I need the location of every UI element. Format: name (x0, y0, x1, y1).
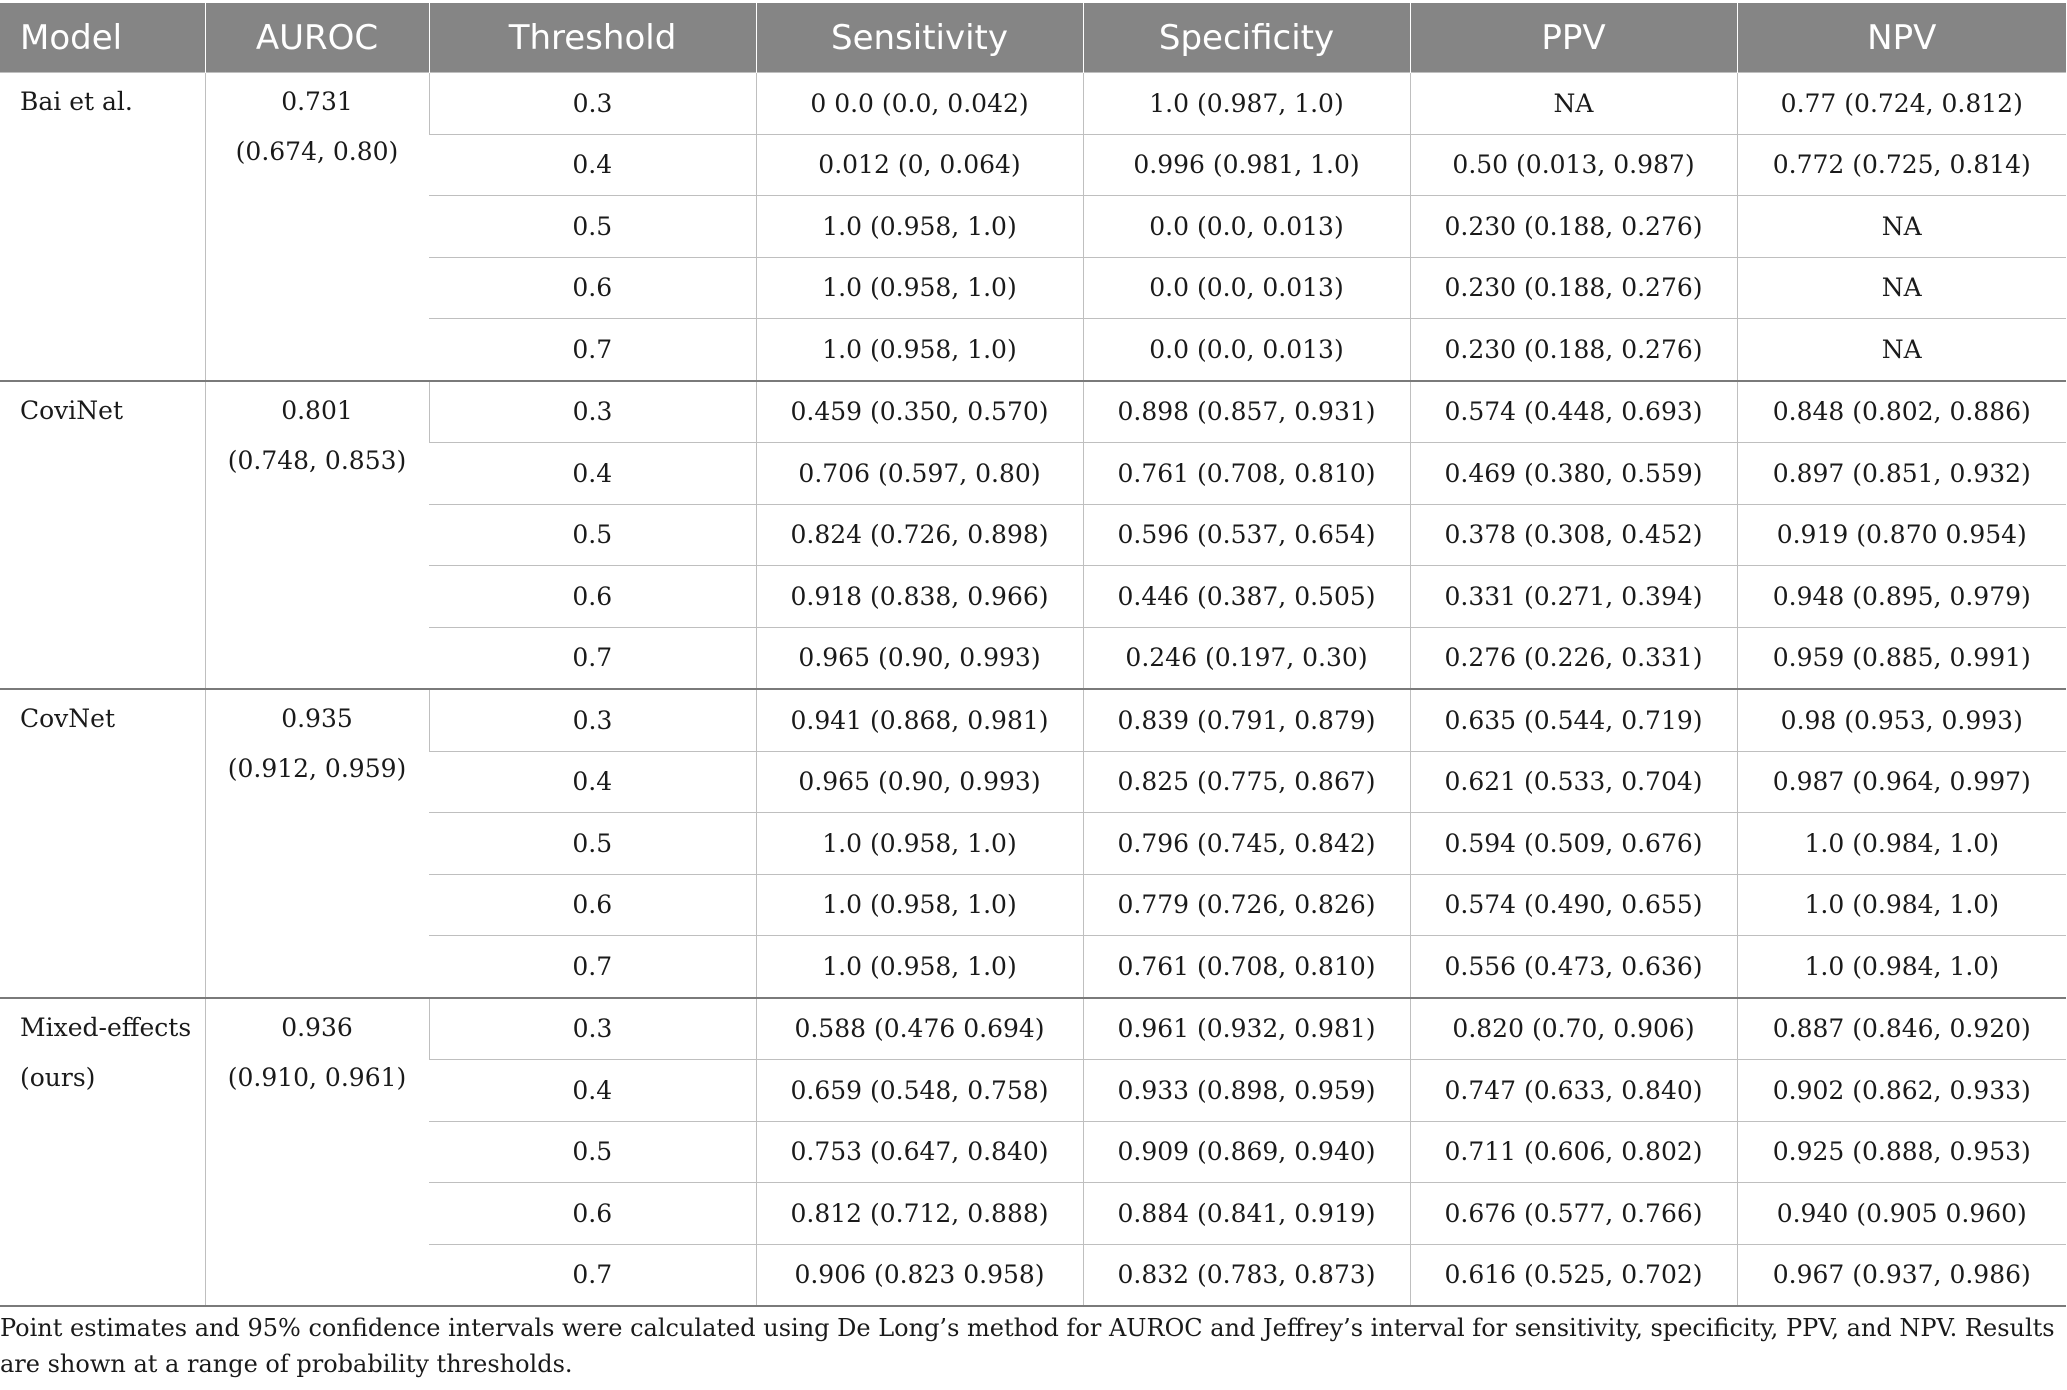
model-name-cell (0, 998, 205, 1307)
auroc-value-line: 0.936 (281, 1012, 353, 1042)
sensitivity-cell: 0.965 (0.90, 0.993) (756, 627, 1083, 689)
ppv-cell: NA (1410, 73, 1737, 135)
specificity-cell: 0.446 (0.387, 0.505) (1083, 566, 1410, 628)
npv-cell: 0.887 (0.846, 0.920) (1737, 998, 2066, 1060)
threshold-cell: 0.7 (429, 627, 756, 689)
specificity-cell: 0.761 (0.708, 0.810) (1083, 936, 1410, 998)
npv-cell: 1.0 (0.984, 1.0) (1737, 936, 2066, 998)
npv-cell: 0.897 (0.851, 0.932) (1737, 443, 2066, 505)
sensitivity-cell: 0.965 (0.90, 0.993) (756, 751, 1083, 813)
sensitivity-cell: 0 0.0 (0.0, 0.042) (756, 73, 1083, 135)
model-name-line: Bai et al. (20, 87, 133, 116)
npv-cell: 0.959 (0.885, 0.991) (1737, 627, 2066, 689)
model-name-line: CoviNet (20, 395, 124, 425)
auroc-cell (205, 381, 429, 690)
sensitivity-cell: 1.0 (0.958, 1.0) (756, 874, 1083, 936)
threshold-cell: 0.4 (429, 134, 756, 196)
sensitivity-cell: 0.659 (0.548, 0.758) (756, 1060, 1083, 1122)
ppv-cell: 0.574 (0.448, 0.693) (1410, 381, 1737, 443)
specificity-cell: 0.779 (0.726, 0.826) (1083, 874, 1410, 936)
table-row (0, 73, 2066, 135)
sensitivity-cell: 1.0 (0.958, 1.0) (756, 936, 1083, 998)
npv-cell: 0.77 (0.724, 0.812) (1737, 73, 2066, 135)
ppv-cell: 0.820 (0.70, 0.906) (1410, 998, 1737, 1060)
sensitivity-cell: 0.824 (0.726, 0.898) (756, 504, 1083, 566)
threshold-cell: 0.6 (429, 566, 756, 628)
model-name-line: Mixed-effects (20, 1012, 192, 1042)
threshold-cell: 0.5 (429, 504, 756, 566)
results-table (0, 3, 2066, 1307)
threshold-cell: 0.6 (429, 874, 756, 936)
table-row (0, 689, 2066, 751)
table-row (0, 381, 2066, 443)
auroc-value-line: (0.910, 0.961) (227, 1062, 407, 1092)
specificity-cell: 0.839 (0.791, 0.879) (1083, 689, 1410, 751)
threshold-cell: 0.4 (429, 443, 756, 505)
ppv-cell: 0.230 (0.188, 0.276) (1410, 257, 1737, 319)
threshold-cell: 0.6 (429, 257, 756, 319)
ppv-cell: 0.556 (0.473, 0.636) (1410, 936, 1737, 998)
npv-cell: 0.98 (0.953, 0.993) (1737, 689, 2066, 751)
npv-cell: 0.987 (0.964, 0.997) (1737, 751, 2066, 813)
npv-cell: 0.967 (0.937, 0.986) (1737, 1244, 2066, 1306)
npv-cell: 0.940 (0.905 0.960) (1737, 1183, 2066, 1245)
specificity-cell: 0.0 (0.0, 0.013) (1083, 196, 1410, 258)
model-name-line: CovNet (20, 704, 116, 733)
header-ppv: PPV (1410, 3, 1737, 73)
threshold-cell: 0.7 (429, 1244, 756, 1306)
auroc-value-line: 0.731 (281, 87, 353, 116)
ppv-cell: 0.747 (0.633, 0.840) (1410, 1060, 1737, 1122)
threshold-cell: 0.4 (429, 1060, 756, 1122)
model-name-cell (0, 689, 205, 998)
auroc-value-line: 0.935 (281, 704, 353, 733)
threshold-cell: 0.3 (429, 381, 756, 443)
ppv-cell: 0.594 (0.509, 0.676) (1410, 813, 1737, 875)
npv-cell: NA (1737, 196, 2066, 258)
specificity-cell: 0.909 (0.869, 0.940) (1083, 1121, 1410, 1183)
sensitivity-cell: 1.0 (0.958, 1.0) (756, 196, 1083, 258)
auroc-cell (205, 998, 429, 1307)
auroc-cell (205, 689, 429, 998)
threshold-cell: 0.3 (429, 73, 756, 135)
threshold-cell: 0.5 (429, 196, 756, 258)
sensitivity-cell: 0.753 (0.647, 0.840) (756, 1121, 1083, 1183)
npv-cell: 0.848 (0.802, 0.886) (1737, 381, 2066, 443)
threshold-cell: 0.3 (429, 998, 756, 1060)
specificity-cell: 0.832 (0.783, 0.873) (1083, 1244, 1410, 1306)
specificity-cell: 0.898 (0.857, 0.931) (1083, 381, 1410, 443)
npv-cell: NA (1737, 319, 2066, 381)
ppv-cell: 0.711 (0.606, 0.802) (1410, 1121, 1737, 1183)
table-row (0, 998, 2066, 1060)
npv-cell: 0.902 (0.862, 0.933) (1737, 1060, 2066, 1122)
ppv-cell: 0.469 (0.380, 0.559) (1410, 443, 1737, 505)
threshold-cell: 0.4 (429, 751, 756, 813)
npv-cell: 0.919 (0.870 0.954) (1737, 504, 2066, 566)
specificity-cell: 0.246 (0.197, 0.30) (1083, 627, 1410, 689)
specificity-cell: 0.996 (0.981, 1.0) (1083, 134, 1410, 196)
header-sensitivity: Sensitivity (756, 3, 1083, 73)
specificity-cell: 0.933 (0.898, 0.959) (1083, 1060, 1410, 1122)
auroc-cell (205, 73, 429, 381)
header-threshold: Threshold (429, 3, 756, 73)
ppv-cell: 0.635 (0.544, 0.719) (1410, 689, 1737, 751)
ppv-cell: 0.331 (0.271, 0.394) (1410, 566, 1737, 628)
ppv-cell: 0.676 (0.577, 0.766) (1410, 1183, 1737, 1245)
sensitivity-cell: 0.588 (0.476 0.694) (756, 998, 1083, 1060)
header-specificity: Specificity (1083, 3, 1410, 73)
specificity-cell: 0.596 (0.537, 0.654) (1083, 504, 1410, 566)
table-body (0, 73, 2066, 1307)
npv-cell: NA (1737, 257, 2066, 319)
specificity-cell: 0.0 (0.0, 0.013) (1083, 319, 1410, 381)
specificity-cell: 0.761 (0.708, 0.810) (1083, 443, 1410, 505)
threshold-cell: 0.6 (429, 1183, 756, 1245)
auroc-value-line: 0.801 (281, 395, 353, 425)
ppv-cell: 0.230 (0.188, 0.276) (1410, 319, 1737, 381)
threshold-cell: 0.5 (429, 1121, 756, 1183)
threshold-cell: 0.7 (429, 319, 756, 381)
specificity-cell: 1.0 (0.987, 1.0) (1083, 73, 1410, 135)
sensitivity-cell: 1.0 (0.958, 1.0) (756, 813, 1083, 875)
ppv-cell: 0.276 (0.226, 0.331) (1410, 627, 1737, 689)
sensitivity-cell: 0.918 (0.838, 0.966) (756, 566, 1083, 628)
sensitivity-cell: 0.706 (0.597, 0.80) (756, 443, 1083, 505)
sensitivity-cell: 1.0 (0.958, 1.0) (756, 319, 1083, 381)
npv-cell: 1.0 (0.984, 1.0) (1737, 813, 2066, 875)
npv-cell: 0.772 (0.725, 0.814) (1737, 134, 2066, 196)
specificity-cell: 0.796 (0.745, 0.842) (1083, 813, 1410, 875)
ppv-cell: 0.230 (0.188, 0.276) (1410, 196, 1737, 258)
threshold-cell: 0.3 (429, 689, 756, 751)
header-auroc: AUROC (205, 3, 429, 73)
npv-cell: 0.925 (0.888, 0.953) (1737, 1121, 2066, 1183)
ppv-cell: 0.50 (0.013, 0.987) (1410, 134, 1737, 196)
specificity-cell: 0.0 (0.0, 0.013) (1083, 257, 1410, 319)
ppv-cell: 0.621 (0.533, 0.704) (1410, 751, 1737, 813)
table-footnote: Point estimates and 95% confidence intervals were calculated using De Long’s method for AUROC and Jeffrey’s interval for sensitivity, specificity, PPV, and NPV. Results are shown at a range of probability thresholds. (0, 1314, 2055, 1378)
auroc-value-line: (0.748, 0.853) (227, 445, 407, 475)
header-npv: NPV (1737, 3, 2066, 73)
npv-cell: 1.0 (0.984, 1.0) (1737, 874, 2066, 936)
ppv-cell: 0.616 (0.525, 0.702) (1410, 1244, 1737, 1306)
table-header-row (0, 3, 2066, 73)
sensitivity-cell: 0.012 (0, 0.064) (756, 134, 1083, 196)
sensitivity-cell: 0.459 (0.350, 0.570) (756, 381, 1083, 443)
model-name-line: (ours) (20, 1062, 96, 1092)
results-table-container (0, 3, 2067, 1307)
specificity-cell: 0.884 (0.841, 0.919) (1083, 1183, 1410, 1245)
threshold-cell: 0.7 (429, 936, 756, 998)
sensitivity-cell: 0.812 (0.712, 0.888) (756, 1183, 1083, 1245)
specificity-cell: 0.825 (0.775, 0.867) (1083, 751, 1410, 813)
ppv-cell: 0.574 (0.490, 0.655) (1410, 874, 1737, 936)
npv-cell: 0.948 (0.895, 0.979) (1737, 566, 2066, 628)
model-name-cell (0, 73, 205, 381)
header-model: Model (0, 3, 205, 73)
model-name-cell (0, 381, 205, 690)
sensitivity-cell: 1.0 (0.958, 1.0) (756, 257, 1083, 319)
ppv-cell: 0.378 (0.308, 0.452) (1410, 504, 1737, 566)
sensitivity-cell: 0.906 (0.823 0.958) (756, 1244, 1083, 1306)
specificity-cell: 0.961 (0.932, 0.981) (1083, 998, 1410, 1060)
threshold-cell: 0.5 (429, 813, 756, 875)
auroc-value-line: (0.912, 0.959) (227, 754, 407, 783)
sensitivity-cell: 0.941 (0.868, 0.981) (756, 689, 1083, 751)
auroc-value-line: (0.674, 0.80) (235, 137, 399, 166)
